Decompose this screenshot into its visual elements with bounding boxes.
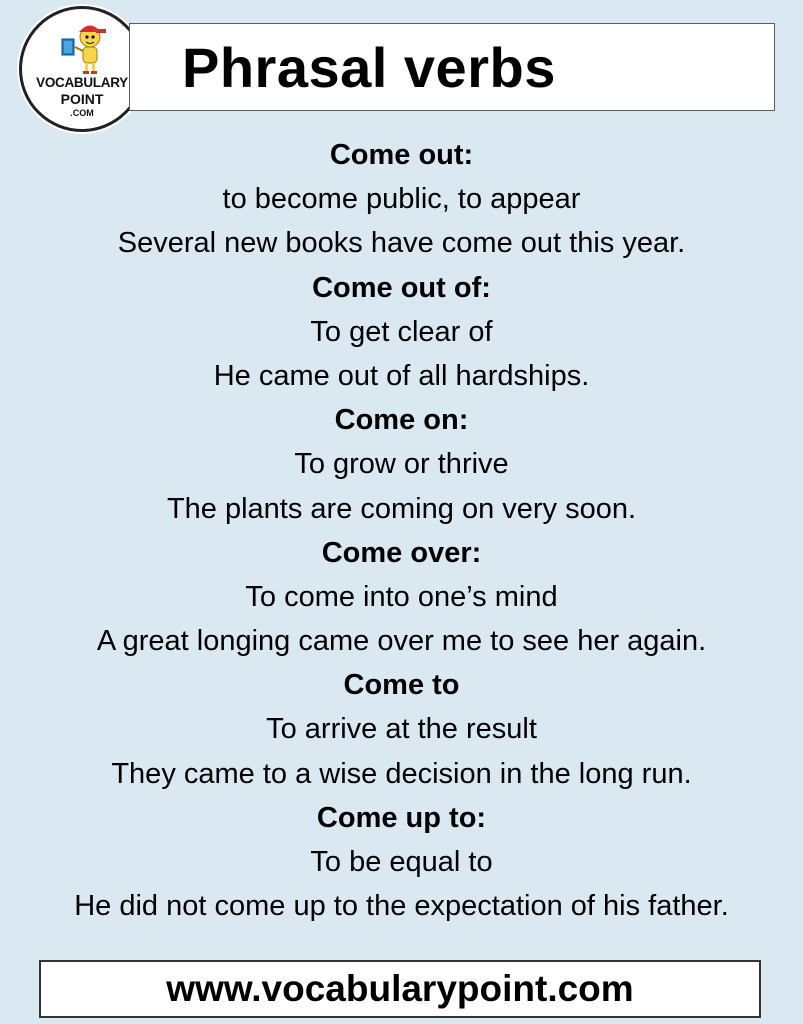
phrasal-verb-list: [0, 133, 803, 928]
phrasal-verb-entry: [0, 133, 803, 266]
phrasal-verb-term: Come over:: [321, 536, 482, 569]
footer-box: [39, 960, 761, 1018]
phrasal-verb-term: Come up to:: [316, 801, 487, 834]
phrasal-verb-term: Come out of:: [312, 271, 491, 304]
phrasal-verb-term: Come to: [343, 669, 460, 702]
page-title: Phrasal verbs: [182, 35, 556, 99]
phrasal-verb-meaning: To get clear of: [310, 315, 493, 348]
phrasal-verb-term: Come on:: [334, 404, 469, 437]
phrasal-verb-meaning: To grow or thrive: [294, 448, 509, 481]
phrasal-verb-example: The plants are coming on very soon.: [166, 492, 637, 525]
phrasal-verb-example: They came to a wise decision in the long run.: [111, 757, 692, 790]
phrasal-verb-meaning: To arrive at the result: [266, 713, 537, 746]
mascot-icon: [58, 19, 114, 81]
phrasal-verb-entry: [0, 663, 803, 796]
website-url: www.vocabularypoint.com: [166, 968, 634, 1009]
phrasal-verb-entry: [0, 398, 803, 531]
phrasal-verb-meaning: To be equal to: [310, 846, 493, 878]
phrasal-verb-entry: [0, 266, 803, 399]
phrasal-verb-example: He came out of all hardships.: [213, 359, 590, 392]
logo-text-vocabulary: VOCABULARY: [36, 75, 128, 90]
title-box: [129, 23, 775, 111]
phrasal-verb-example: A great longing came over me to see her again.: [96, 625, 707, 658]
logo-text-point: POINT: [60, 91, 104, 107]
phrasal-verb-example: Several new books have come out this year.: [117, 227, 686, 260]
phrasal-verb-term: Come out:: [329, 139, 474, 171]
phrasal-verb-meaning: to become public, to appear: [222, 183, 581, 216]
phrasal-verb-entry: [0, 796, 803, 929]
logo-text-com: .COM: [70, 108, 94, 118]
phrasal-verb-entry: [0, 531, 803, 664]
phrasal-verb-example: He did not come up to the expectation of his father.: [74, 890, 729, 923]
phrasal-verb-meaning: To come into one’s mind: [245, 580, 558, 613]
vocabulary-point-logo: [19, 6, 145, 132]
